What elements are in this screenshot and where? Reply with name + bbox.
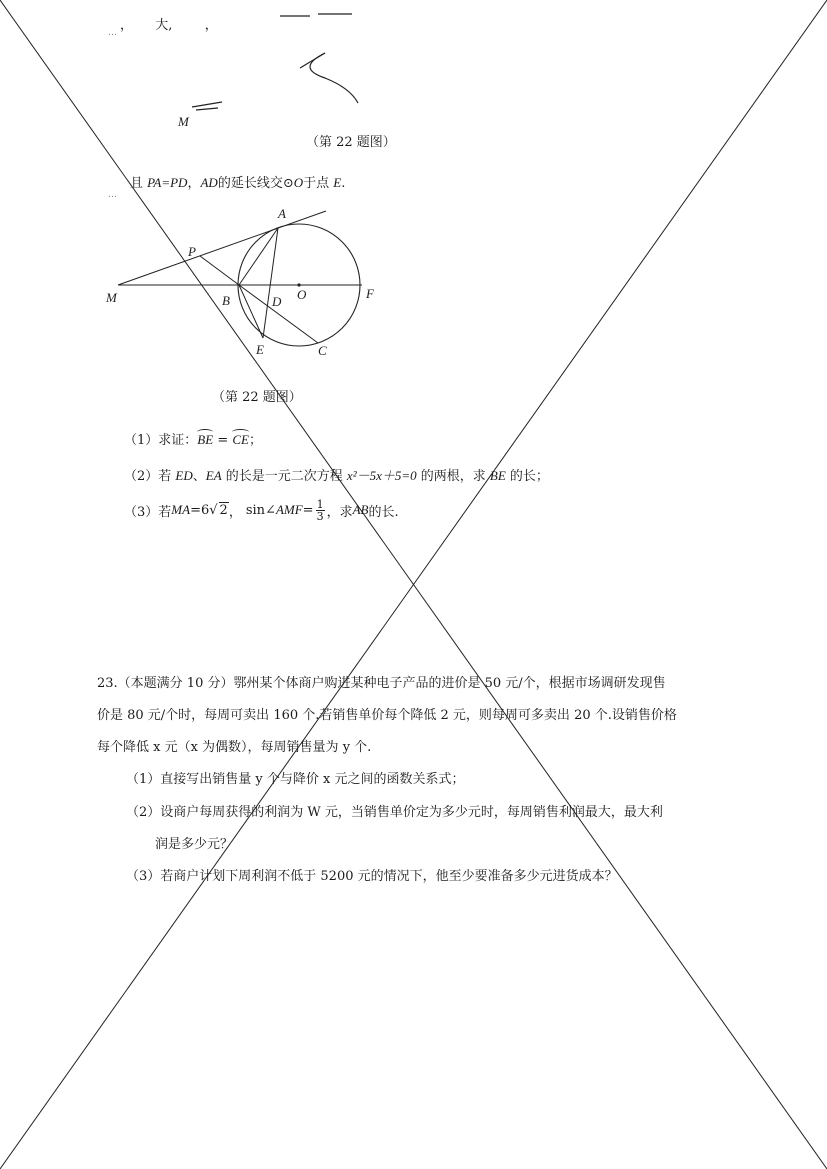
q22-p3-prefix: （3）若 <box>124 504 172 520</box>
top-figure-fragment <box>160 8 380 128</box>
top-comma-2: ， <box>204 18 218 33</box>
top-tick <box>300 53 325 68</box>
top-dots: … <box>108 28 117 38</box>
intro-ad: AD <box>200 175 218 190</box>
q22-p2-ea: EA <box>205 468 222 483</box>
label-d: D <box>272 294 282 309</box>
q22-part-3 <box>124 494 399 526</box>
top-label-m: M <box>178 114 189 128</box>
label-p: P <box>188 244 196 259</box>
q22-p2-end: 的长； <box>505 469 549 484</box>
intro-e: E <box>333 175 342 190</box>
top-arc <box>310 53 358 103</box>
q22-part-2 <box>124 465 549 484</box>
q22-p3-mid: ，求 <box>326 504 353 520</box>
q22-p1-e1: E <box>205 432 214 447</box>
label-c: C <box>318 343 327 358</box>
q23-part-2a: （2）设商户每周获得的利润为 W 元，当销售单价定为多少元时，每周销售利润最大，最大利 <box>126 805 663 820</box>
label-e: E <box>256 342 264 357</box>
q22-p3-sep: ， <box>228 504 242 520</box>
q22-p3-eq: =6 <box>190 502 210 518</box>
q23-line-1: 23.（本题满分 10 分）鄂州某个体商户购进某种电子产品的进价是 50 元/个，根据市场调研发现售 <box>97 676 666 691</box>
top-short-line-1 <box>192 102 222 107</box>
line-ae <box>263 228 278 338</box>
geometry-figure <box>100 200 400 370</box>
intro-mid: 的延长线交 <box>217 176 283 191</box>
intro-sep: ， <box>187 176 201 191</box>
q23-line-2: 价是 80 元/个时，每周可卖出 160 个.若销售单价每个降低 2 元，则每周可多卖出 20 个.设销售价格 <box>97 708 677 723</box>
q22-p3-amf: AMF <box>275 502 303 517</box>
q22-p2-sep: 、 <box>192 469 206 484</box>
q22-p1-end: ； <box>248 433 262 448</box>
q22-p2-prefix: （2）若 <box>124 469 176 484</box>
label-f: F <box>366 286 374 301</box>
q22-p3-sqrt-val: 2 <box>219 503 228 518</box>
q22-p2-equation: x²－5x＋5=0 <box>346 468 417 483</box>
intro-prefix: 且 <box>130 176 148 191</box>
q22-p3-ma: MA <box>171 502 191 517</box>
q22-p3-sqrt-sign: √ <box>209 502 218 518</box>
top-figure-caption: （第 22 题图） <box>306 135 396 150</box>
q22-p2-mid2: 的两根，求 <box>416 469 490 484</box>
main-figure-caption: （第 22 题图） <box>212 390 302 405</box>
line-pb <box>200 256 239 285</box>
top-comma-1: ， <box>120 18 134 33</box>
q22-p3-denominator: 3 <box>316 509 324 523</box>
top-da: 大, <box>155 18 173 33</box>
q23-part-1: （1）直接写出销售量 y 个与降价 x 元之间的函数关系式； <box>126 772 465 787</box>
q22-p2-mid: 的长是一元二次方程 <box>221 469 347 484</box>
q23-part-2b: 润是多少元？ <box>155 837 234 852</box>
q22-p2-be: BE <box>489 468 506 483</box>
q22-p3-fraction <box>316 499 325 522</box>
top-short-line-2 <box>196 108 218 110</box>
q22-p3-sin: sin∠ <box>245 502 276 518</box>
q22-p3-ab: AB <box>352 502 369 517</box>
intro-circle-sym: ⊙ <box>282 176 294 191</box>
q22-p2-ed: ED <box>175 468 193 483</box>
label-a: A <box>278 206 286 221</box>
intro-line <box>130 172 345 191</box>
q22-p3-numerator: 1 <box>316 497 324 511</box>
label-b: B <box>222 293 230 308</box>
q22-p1-arc-be <box>197 432 213 448</box>
q23-line-3: 每个降低 x 元（x 为偶数），每周销售量为 y 个. <box>97 740 372 755</box>
intro-o: O <box>293 175 304 190</box>
q23-part-3: （3）若商户计划下周利润不低于 5200 元的情况下，他至少要准备多少元进货成本？ <box>126 869 618 884</box>
line-ma <box>118 211 326 285</box>
q22-part-1 <box>124 429 262 448</box>
label-o: O <box>297 287 307 302</box>
intro-pa-pd: PA=PD <box>147 175 188 190</box>
label-m: M <box>106 290 117 305</box>
q22-p1-prefix: （1）求证： <box>124 433 198 448</box>
q22-p1-e2: E <box>241 432 249 447</box>
line-be <box>239 285 263 338</box>
q22-p3-eq2: = <box>302 502 314 518</box>
intro-dots: … <box>108 190 117 200</box>
q22-p1-arc-ce <box>232 432 249 448</box>
intro-suffix: 于点 <box>303 176 334 191</box>
intro-end: . <box>341 176 346 191</box>
q22-p1-arc1-letter: B <box>197 432 206 447</box>
q22-p3-end: 的长. <box>368 504 399 520</box>
q22-p1-arc2-letter: C <box>232 432 242 447</box>
q22-p1-eq: = <box>213 433 233 448</box>
